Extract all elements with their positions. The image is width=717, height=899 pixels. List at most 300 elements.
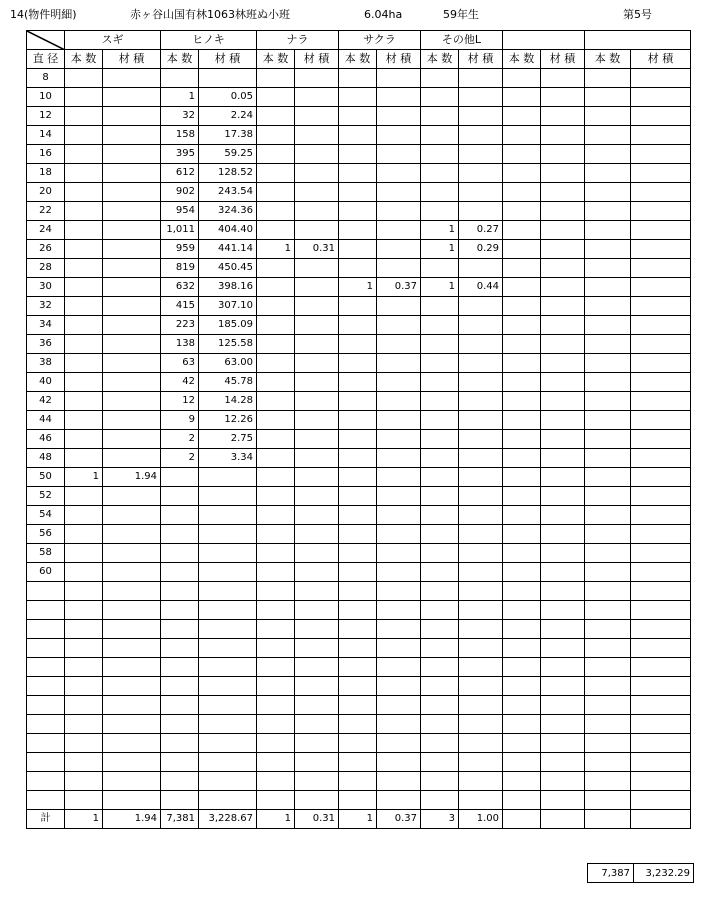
volume-cell	[103, 753, 161, 772]
total-volume-cell: 0.37	[377, 810, 421, 829]
volume-cell	[541, 696, 585, 715]
count-cell	[503, 145, 541, 164]
volume-cell	[631, 601, 691, 620]
volume-cell	[541, 221, 585, 240]
volume-cell	[631, 715, 691, 734]
count-cell	[65, 164, 103, 183]
count-cell	[257, 183, 295, 202]
count-cell	[257, 278, 295, 297]
count-cell	[257, 753, 295, 772]
count-cell	[339, 69, 377, 88]
count-cell	[503, 126, 541, 145]
count-cell	[503, 297, 541, 316]
count-cell	[503, 639, 541, 658]
volume-cell	[541, 259, 585, 278]
volume-cell	[541, 88, 585, 107]
count-cell	[503, 69, 541, 88]
count-cell	[585, 639, 631, 658]
table-row	[27, 601, 691, 620]
count-cell	[257, 126, 295, 145]
count-cell	[339, 373, 377, 392]
volume-cell	[377, 297, 421, 316]
volume-cell: 243.54	[199, 183, 257, 202]
volume-cell	[103, 69, 161, 88]
volume-cell	[459, 259, 503, 278]
volume-cell	[377, 335, 421, 354]
count-cell	[585, 392, 631, 411]
count-label: 本 数	[65, 50, 103, 69]
volume-cell	[541, 392, 585, 411]
volume-cell	[377, 373, 421, 392]
count-cell	[503, 772, 541, 791]
volume-cell	[103, 278, 161, 297]
count-cell	[585, 734, 631, 753]
table-row	[27, 677, 691, 696]
grand-total-box	[587, 863, 694, 883]
volume-cell	[377, 677, 421, 696]
count-cell	[503, 601, 541, 620]
volume-cell	[459, 430, 503, 449]
count-cell	[257, 430, 295, 449]
volume-cell	[631, 126, 691, 145]
diameter-cell: 52	[27, 487, 65, 506]
volume-cell	[103, 240, 161, 259]
count-cell	[503, 335, 541, 354]
volume-cell	[459, 639, 503, 658]
volume-cell	[459, 487, 503, 506]
count-cell	[421, 88, 459, 107]
volume-cell	[377, 430, 421, 449]
count-cell	[421, 487, 459, 506]
volume-cell	[295, 601, 339, 620]
volume-cell	[459, 620, 503, 639]
count-cell	[257, 658, 295, 677]
count-cell	[421, 126, 459, 145]
count-cell	[585, 449, 631, 468]
count-cell	[421, 259, 459, 278]
volume-cell	[631, 316, 691, 335]
volume-cell	[199, 658, 257, 677]
volume-cell	[103, 335, 161, 354]
volume-cell	[103, 430, 161, 449]
count-cell: 9	[161, 411, 199, 430]
volume-cell	[541, 639, 585, 658]
volume-cell	[199, 753, 257, 772]
volume-cell	[295, 183, 339, 202]
count-cell	[339, 525, 377, 544]
count-cell	[503, 373, 541, 392]
volume-cell	[295, 506, 339, 525]
count-cell	[65, 734, 103, 753]
volume-cell	[103, 734, 161, 753]
volume-cell	[541, 354, 585, 373]
volume-cell	[459, 753, 503, 772]
volume-cell	[377, 107, 421, 126]
volume-cell	[631, 259, 691, 278]
diameter-cell: 56	[27, 525, 65, 544]
table-row	[27, 734, 691, 753]
count-cell	[585, 278, 631, 297]
diameter-label: 直 径	[27, 50, 65, 69]
count-cell	[339, 506, 377, 525]
diameter-cell	[27, 677, 65, 696]
count-cell	[421, 753, 459, 772]
volume-cell	[199, 639, 257, 658]
count-cell	[503, 696, 541, 715]
table-row	[27, 791, 691, 810]
volume-cell	[377, 601, 421, 620]
volume-cell	[459, 582, 503, 601]
volume-cell	[295, 468, 339, 487]
diameter-cell	[27, 620, 65, 639]
volume-cell	[631, 563, 691, 582]
volume-cell	[295, 126, 339, 145]
count-cell	[503, 430, 541, 449]
volume-cell	[459, 449, 503, 468]
diameter-cell	[27, 753, 65, 772]
count-cell	[257, 563, 295, 582]
count-cell	[585, 88, 631, 107]
count-cell	[585, 563, 631, 582]
table-row	[27, 126, 691, 145]
count-cell	[339, 126, 377, 145]
count-cell	[65, 601, 103, 620]
volume-cell	[541, 734, 585, 753]
volume-cell	[103, 316, 161, 335]
volume-cell	[103, 354, 161, 373]
count-cell: 138	[161, 335, 199, 354]
volume-cell	[459, 715, 503, 734]
count-cell	[257, 392, 295, 411]
volume-cell	[103, 145, 161, 164]
count-cell	[257, 506, 295, 525]
table-row	[27, 430, 691, 449]
volume-cell	[199, 563, 257, 582]
count-cell	[65, 544, 103, 563]
count-cell	[421, 791, 459, 810]
count-cell	[585, 506, 631, 525]
volume-cell	[103, 582, 161, 601]
diameter-cell	[27, 601, 65, 620]
count-cell	[339, 316, 377, 335]
count-cell: 632	[161, 278, 199, 297]
count-cell	[421, 734, 459, 753]
diameter-cell: 54	[27, 506, 65, 525]
count-cell	[339, 715, 377, 734]
table-row	[27, 221, 691, 240]
count-cell	[585, 620, 631, 639]
count-cell	[585, 259, 631, 278]
volume-cell	[541, 791, 585, 810]
volume-cell	[541, 772, 585, 791]
count-cell	[585, 107, 631, 126]
count-cell	[503, 753, 541, 772]
volume-cell: 59.25	[199, 145, 257, 164]
volume-label: 材 積	[199, 50, 257, 69]
volume-cell	[459, 335, 503, 354]
count-cell	[339, 639, 377, 658]
count-cell	[339, 468, 377, 487]
count-cell: 42	[161, 373, 199, 392]
volume-cell: 441.14	[199, 240, 257, 259]
count-cell	[421, 107, 459, 126]
volume-cell	[199, 677, 257, 696]
diameter-cell: 36	[27, 335, 65, 354]
volume-cell	[295, 411, 339, 430]
volume-cell	[295, 639, 339, 658]
diameter-cell: 42	[27, 392, 65, 411]
volume-cell	[631, 88, 691, 107]
volume-cell	[377, 392, 421, 411]
volume-cell	[199, 487, 257, 506]
volume-cell: 128.52	[199, 164, 257, 183]
volume-cell	[295, 297, 339, 316]
count-cell: 1	[421, 278, 459, 297]
volume-cell	[631, 525, 691, 544]
volume-cell	[199, 525, 257, 544]
count-cell: 612	[161, 164, 199, 183]
count-cell	[65, 696, 103, 715]
count-cell	[161, 677, 199, 696]
volume-cell	[631, 487, 691, 506]
volume-cell	[459, 468, 503, 487]
count-cell	[339, 430, 377, 449]
count-cell	[65, 772, 103, 791]
volume-cell	[295, 316, 339, 335]
count-cell	[65, 753, 103, 772]
count-cell	[421, 430, 459, 449]
table-row	[27, 278, 691, 297]
volume-cell	[459, 506, 503, 525]
count-cell	[161, 696, 199, 715]
volume-cell	[631, 449, 691, 468]
count-cell	[585, 715, 631, 734]
count-cell	[257, 69, 295, 88]
volume-cell	[631, 69, 691, 88]
diameter-cell: 24	[27, 221, 65, 240]
total-count-cell: 3	[421, 810, 459, 829]
volume-cell	[377, 791, 421, 810]
diameter-cell: 34	[27, 316, 65, 335]
count-cell: 954	[161, 202, 199, 221]
location-title: 赤ヶ谷山国有林1063林班ぬ小班	[130, 8, 290, 21]
volume-cell	[377, 468, 421, 487]
volume-cell: 0.29	[459, 240, 503, 259]
count-cell	[65, 183, 103, 202]
count-cell	[257, 601, 295, 620]
count-cell	[503, 221, 541, 240]
volume-label: 材 積	[377, 50, 421, 69]
count-cell	[65, 658, 103, 677]
volume-cell	[295, 487, 339, 506]
diameter-cell: 38	[27, 354, 65, 373]
count-cell	[339, 240, 377, 259]
volume-cell	[295, 772, 339, 791]
volume-cell	[459, 392, 503, 411]
count-cell	[339, 734, 377, 753]
count-cell	[585, 411, 631, 430]
volume-cell: 12.26	[199, 411, 257, 430]
volume-cell	[459, 525, 503, 544]
volume-cell	[103, 297, 161, 316]
count-cell	[503, 449, 541, 468]
count-cell	[339, 582, 377, 601]
volume-cell	[199, 69, 257, 88]
count-cell	[339, 164, 377, 183]
volume-cell	[199, 715, 257, 734]
count-cell	[585, 772, 631, 791]
count-cell: 12	[161, 392, 199, 411]
count-cell	[421, 715, 459, 734]
volume-cell	[631, 639, 691, 658]
total-row	[27, 810, 691, 829]
volume-cell: 14.28	[199, 392, 257, 411]
count-cell	[65, 259, 103, 278]
volume-cell	[103, 259, 161, 278]
volume-cell	[377, 145, 421, 164]
volume-cell	[103, 202, 161, 221]
volume-cell	[541, 563, 585, 582]
count-cell	[161, 69, 199, 88]
count-cell: 32	[161, 107, 199, 126]
table-row	[27, 240, 691, 259]
count-cell	[585, 373, 631, 392]
volume-cell	[541, 240, 585, 259]
count-cell: 902	[161, 183, 199, 202]
volume-cell: 307.10	[199, 297, 257, 316]
count-cell	[503, 582, 541, 601]
count-cell	[65, 107, 103, 126]
diameter-cell	[27, 639, 65, 658]
count-cell	[585, 582, 631, 601]
count-cell	[65, 126, 103, 145]
count-cell	[161, 791, 199, 810]
count-cell	[339, 297, 377, 316]
volume-cell	[459, 69, 503, 88]
species-header: ヒノキ	[161, 31, 257, 50]
count-cell	[65, 202, 103, 221]
count-cell: 1	[421, 240, 459, 259]
volume-label: 材 積	[103, 50, 161, 69]
count-cell: 1	[339, 278, 377, 297]
count-cell	[421, 449, 459, 468]
count-label: 本 数	[161, 50, 199, 69]
volume-cell	[459, 107, 503, 126]
count-cell	[421, 563, 459, 582]
count-cell	[65, 335, 103, 354]
count-cell	[257, 772, 295, 791]
volume-cell	[541, 430, 585, 449]
count-cell	[257, 525, 295, 544]
volume-cell	[295, 69, 339, 88]
volume-cell	[103, 411, 161, 430]
count-cell	[257, 354, 295, 373]
count-cell	[257, 259, 295, 278]
count-cell: 415	[161, 297, 199, 316]
volume-cell	[459, 126, 503, 145]
count-cell: 223	[161, 316, 199, 335]
diameter-cell: 8	[27, 69, 65, 88]
volume-cell	[631, 278, 691, 297]
count-cell: 1	[161, 88, 199, 107]
volume-cell	[459, 791, 503, 810]
volume-cell	[295, 335, 339, 354]
volume-cell	[459, 88, 503, 107]
total-volume-cell	[631, 810, 691, 829]
count-cell	[421, 601, 459, 620]
volume-cell	[459, 297, 503, 316]
volume-cell	[295, 449, 339, 468]
volume-cell: 2.24	[199, 107, 257, 126]
table-row	[27, 620, 691, 639]
count-cell	[503, 278, 541, 297]
table-row	[27, 316, 691, 335]
count-cell	[65, 639, 103, 658]
count-cell	[503, 525, 541, 544]
volume-cell	[377, 221, 421, 240]
volume-cell	[459, 354, 503, 373]
volume-cell: 450.45	[199, 259, 257, 278]
count-cell	[421, 525, 459, 544]
volume-cell	[199, 620, 257, 639]
count-cell	[339, 145, 377, 164]
table-row	[27, 335, 691, 354]
volume-cell	[199, 544, 257, 563]
volume-cell	[459, 373, 503, 392]
volume-cell	[295, 753, 339, 772]
count-cell	[421, 392, 459, 411]
count-cell	[585, 354, 631, 373]
volume-cell	[295, 88, 339, 107]
volume-cell	[103, 639, 161, 658]
volume-cell: 0.27	[459, 221, 503, 240]
count-cell	[161, 601, 199, 620]
count-cell	[65, 297, 103, 316]
species-header	[585, 31, 691, 50]
count-cell	[65, 487, 103, 506]
count-cell	[257, 411, 295, 430]
volume-cell: 404.40	[199, 221, 257, 240]
table-row	[27, 487, 691, 506]
count-cell	[421, 506, 459, 525]
volume-cell	[377, 753, 421, 772]
volume-cell	[631, 335, 691, 354]
column-label-row	[27, 50, 691, 69]
volume-cell	[103, 107, 161, 126]
volume-cell	[377, 772, 421, 791]
volume-cell	[541, 715, 585, 734]
count-cell	[65, 449, 103, 468]
count-cell	[503, 468, 541, 487]
species-header: ナラ	[257, 31, 339, 50]
volume-cell	[377, 525, 421, 544]
volume-cell	[631, 791, 691, 810]
volume-cell	[631, 696, 691, 715]
diameter-cell: 14	[27, 126, 65, 145]
count-cell	[421, 544, 459, 563]
table-row	[27, 259, 691, 278]
count-cell	[585, 487, 631, 506]
count-cell	[339, 753, 377, 772]
volume-cell: 125.58	[199, 335, 257, 354]
volume-cell	[103, 449, 161, 468]
diameter-cell: 48	[27, 449, 65, 468]
count-cell	[421, 69, 459, 88]
volume-cell	[541, 107, 585, 126]
volume-cell: 2.75	[199, 430, 257, 449]
volume-cell	[459, 164, 503, 183]
diameter-cell	[27, 715, 65, 734]
